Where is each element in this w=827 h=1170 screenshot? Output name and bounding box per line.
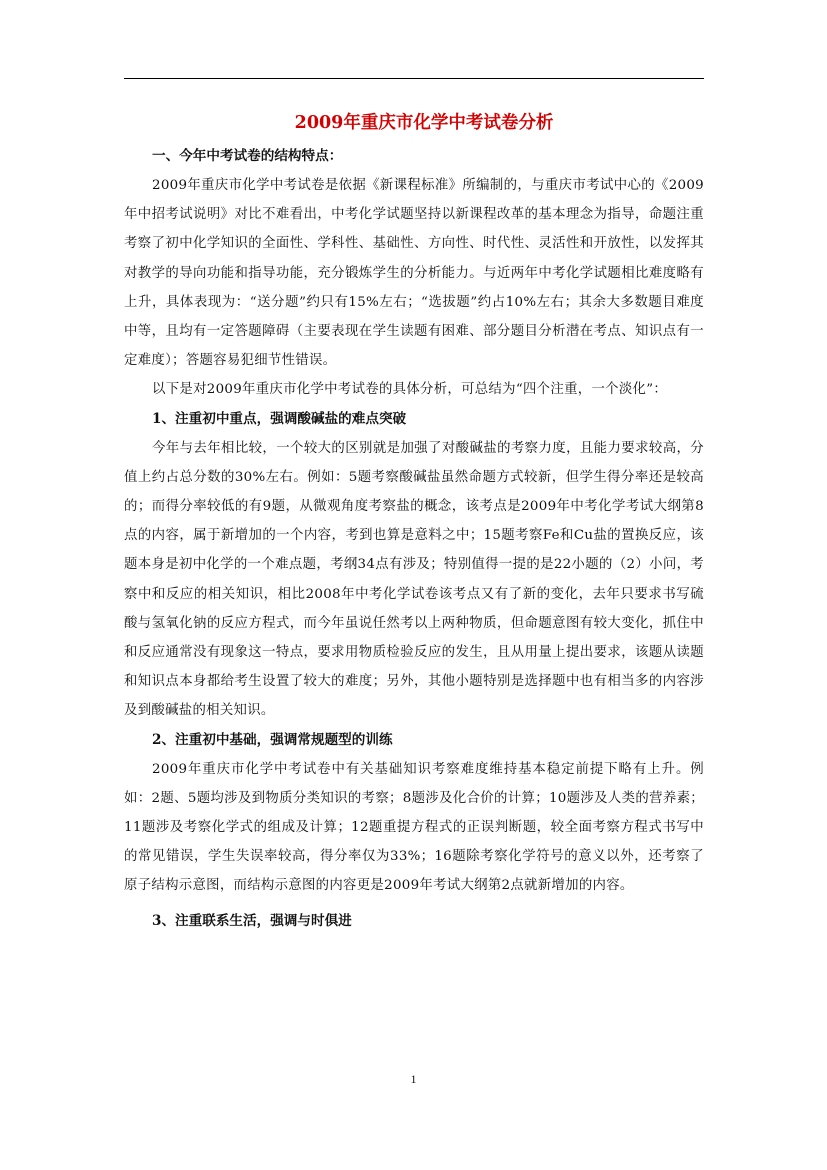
document-title: 2009年重庆市化学中考试卷分析: [294, 113, 554, 133]
paragraph-overview: 2009年重庆市化学中考试卷是依据《新课程标准》所编制的，与重庆市考试中心的《2009年中招考试说明》对比不难看出，中考化学试题坚持以新课程改革的基本理念为指导，命题注重考察了初中化学知识的全面性、学科性、基础性、方向性、时代性、灵活性和开放性，以发挥其对教学的导向功能和指导功能，充分锻炼学生的分析能力。与近两年中考化学试题相比难度略有上升，具体表现为：“送分题”约只有15%左右；“选拔题”约占10%左右；其余大多数题目难度中等，且均有一定答题障碍（主要表现在学生读题有困难、部分题目分析潜在考点、知识点有一定难度）；答题容易犯细节性错误。: [124, 178, 704, 369]
paragraph-acid-base-salt: 今年与去年相比较，一个较大的区别就是加强了对酸碱盐的考察力度，且能力要求较高，分值上约占总分数的30%左右。例如：5题考察酸碱盐虽然命题方式较新，但学生得分率还是较高的；而得分率较低的有9题，从微观角度考察盐的概念，该考点是2009年中考化学考试大纲第8点的内容，属于新增加的一个内容，考到也算是意料之中；15题考察Fe和Cu盐的置换反应，该题本身是初中化学的一个难点题，考纲34点有涉及；特别值得一提的是22小题的（2）小问，考察中和反应的相关知识，相比2008年中考化学试卷该考点又有了新的变化，去年只要求书写硫酸与氢氧化钠的反应方程式，而今年虽说任然考以上两种物质，但命题意图有较大变化，抓住中和反应通常没有现象这一特点，要求用物质检验反应的发生，且从用量上提出要求，该题从读题和知识点本身都给考生设置了较大的难度；另外，其他小题特别是选择题中也有相当多的内容涉及到酸碱盐的相关知识。: [124, 440, 704, 719]
section-heading-daily-life: 3、注重联系生活，强调与时俱进: [152, 912, 352, 929]
section-heading-basics: 2、注重初中基础，强调常规题型的训练: [152, 731, 393, 748]
page-body: [124, 108, 704, 936]
paragraph-summary: 以下是对2009年重庆市化学中考试卷的具体分析，可总结为“四个注重，一个淡化”：: [152, 382, 668, 398]
page-number: 1: [410, 1072, 417, 1086]
section-heading-acid-base-salt: 1、注重初中重点，强调酸碱盐的难点突破: [152, 410, 407, 427]
paragraph-basics: 2009年重庆市化学中考试卷中有关基础知识考察难度维持基本稳定前提下略有上升。例如：2题、5题均涉及到物质分类知识的考察；8题涉及化合价的计算；10题涉及人类的营养素；11题涉及考察化学式的组成及计算；12题重提方程式的正误判断题，较全面考察方程式书写中的常见错误，学生失误率较高，得分率仅为33%；16题除考察化学符号的意义以外，还考察了原子结构示意图，而结构示意图的内容更是2009年考试大纲第2点就新增加的内容。: [124, 761, 704, 894]
section-heading-structure: 一、今年中考试卷的结构特点：: [152, 148, 343, 164]
header-rule: [124, 78, 704, 79]
